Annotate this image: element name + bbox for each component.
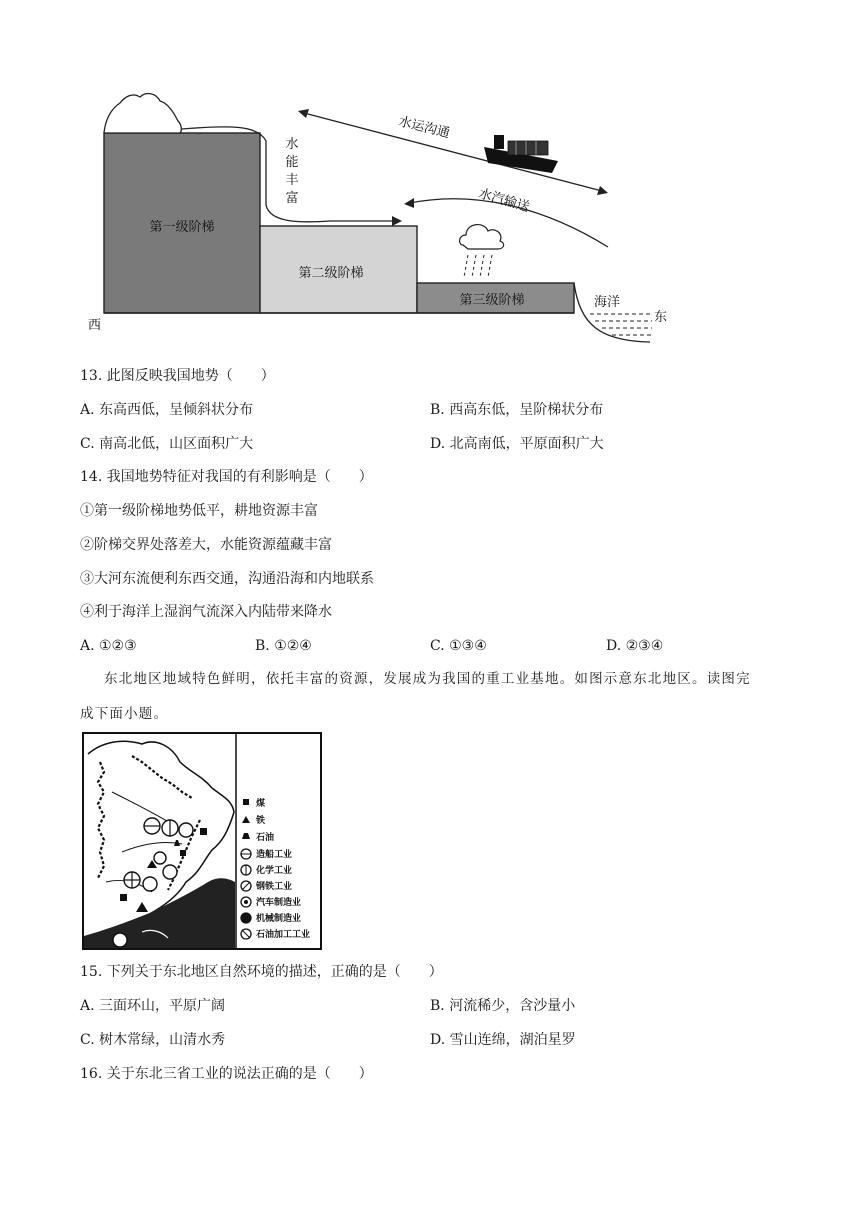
q13-option-b[interactable]: B. 西高东低，呈阶梯状分布 bbox=[430, 402, 604, 418]
water-rich-3: 丰 bbox=[285, 173, 299, 188]
water-rich-1: 水 bbox=[285, 137, 299, 152]
q14-option-b[interactable]: B. ①②④ bbox=[255, 638, 312, 654]
q14-option-d[interactable]: D. ②③④ bbox=[606, 638, 664, 654]
q15-option-c[interactable]: C. 树木常绿，山清水秀 bbox=[80, 1032, 226, 1048]
legend-label-shipbuilding: 造船工业 bbox=[256, 850, 293, 860]
map-industry-symbol bbox=[163, 865, 177, 879]
passage-line-2: 成下面小题。 bbox=[80, 706, 169, 722]
terrain-steps-figure bbox=[80, 85, 680, 350]
q13-option-d[interactable]: D. 北高南低，平原面积广大 bbox=[430, 436, 604, 452]
q13-stem: 13. 此图反映我国地势（ ） bbox=[80, 368, 275, 384]
step2-label: 第二级阶梯 bbox=[298, 266, 364, 281]
legend-label-steel: 钢铁工业 bbox=[256, 882, 293, 892]
west-label: 西 bbox=[88, 318, 102, 333]
coal-marker bbox=[120, 894, 127, 901]
ship-icon bbox=[484, 135, 558, 173]
legend-label-chemical: 化学工业 bbox=[256, 866, 293, 876]
q14-option-c[interactable]: C. ①③④ bbox=[430, 638, 487, 654]
step3-label: 第三级阶梯 bbox=[459, 293, 525, 308]
q15-option-b[interactable]: B. 河流稀少，含沙量小 bbox=[430, 998, 576, 1014]
legend-label-oil: 石油 bbox=[256, 833, 275, 843]
water-rich-4: 富 bbox=[285, 191, 299, 206]
ocean-label: 海洋 bbox=[594, 295, 621, 310]
q15-option-d[interactable]: D. 雪山连绵，湖泊星罗 bbox=[430, 1032, 576, 1048]
q15-option-a[interactable]: A. 三面环山，平原广阔 bbox=[80, 998, 226, 1014]
coal-marker bbox=[200, 828, 207, 835]
q14-item-4: ④利于海洋上湿润气流深入内陆带来降水 bbox=[80, 604, 332, 620]
legend-label-iron: 铁 bbox=[256, 816, 266, 826]
map-industry-symbol bbox=[179, 823, 193, 837]
coal-marker bbox=[180, 850, 186, 856]
mountain-icon bbox=[104, 94, 181, 133]
legend-label-auto: 汽车制造业 bbox=[256, 898, 302, 908]
legend-coal-icon bbox=[243, 799, 249, 805]
q14-option-a[interactable]: A. ①②③ bbox=[80, 638, 137, 654]
q14-item-2: ②阶梯交界处落差大，水能资源蕴藏丰富 bbox=[80, 537, 332, 553]
shipping-label: 水运沟通 bbox=[397, 114, 452, 142]
q14-item-1: ①第一级阶梯地势低平，耕地资源丰富 bbox=[80, 503, 318, 519]
q14-stem: 14. 我国地势特征对我国的有利影响是（ ） bbox=[80, 469, 373, 485]
step1-label: 第一级阶梯 bbox=[149, 220, 215, 235]
east-label: 东 bbox=[654, 310, 668, 325]
ocean-shore bbox=[574, 283, 650, 342]
shipping-arrow bbox=[304, 113, 602, 191]
map-industry-symbol bbox=[143, 877, 157, 891]
legend-label-petro: 石油加工工业 bbox=[256, 930, 311, 940]
map-industry-symbol bbox=[154, 852, 166, 864]
legend-label-coal: 煤 bbox=[256, 799, 266, 809]
vapor-label: 水汽输送 bbox=[476, 186, 532, 216]
legend-label-machinery: 机械制造业 bbox=[256, 914, 302, 924]
northeast-map-figure bbox=[82, 732, 322, 950]
q15-stem: 15. 下列关于东北地区自然环境的描述，正确的是（ ） bbox=[80, 964, 443, 980]
water-rich-2: 能 bbox=[285, 155, 299, 170]
q16-stem: 16. 关于东北三省工业的说法正确的是（ ） bbox=[80, 1066, 373, 1082]
legend-machinery-icon bbox=[241, 913, 251, 923]
rain-cloud-icon bbox=[460, 225, 504, 277]
passage-line-1: 东北地区地域特色鲜明，依托丰富的资源，发展成为我国的重工业基地。如图示意东北地区。读图完 bbox=[104, 671, 751, 687]
q13-option-a[interactable]: A. 东高西低，呈倾斜状分布 bbox=[80, 402, 254, 418]
q13-option-c[interactable]: C. 南高北低，山区面积广大 bbox=[80, 436, 254, 452]
q14-item-3: ③大河东流便利东西交通，沟通沿海和内地联系 bbox=[80, 571, 374, 587]
map-industry-symbol bbox=[113, 933, 127, 947]
